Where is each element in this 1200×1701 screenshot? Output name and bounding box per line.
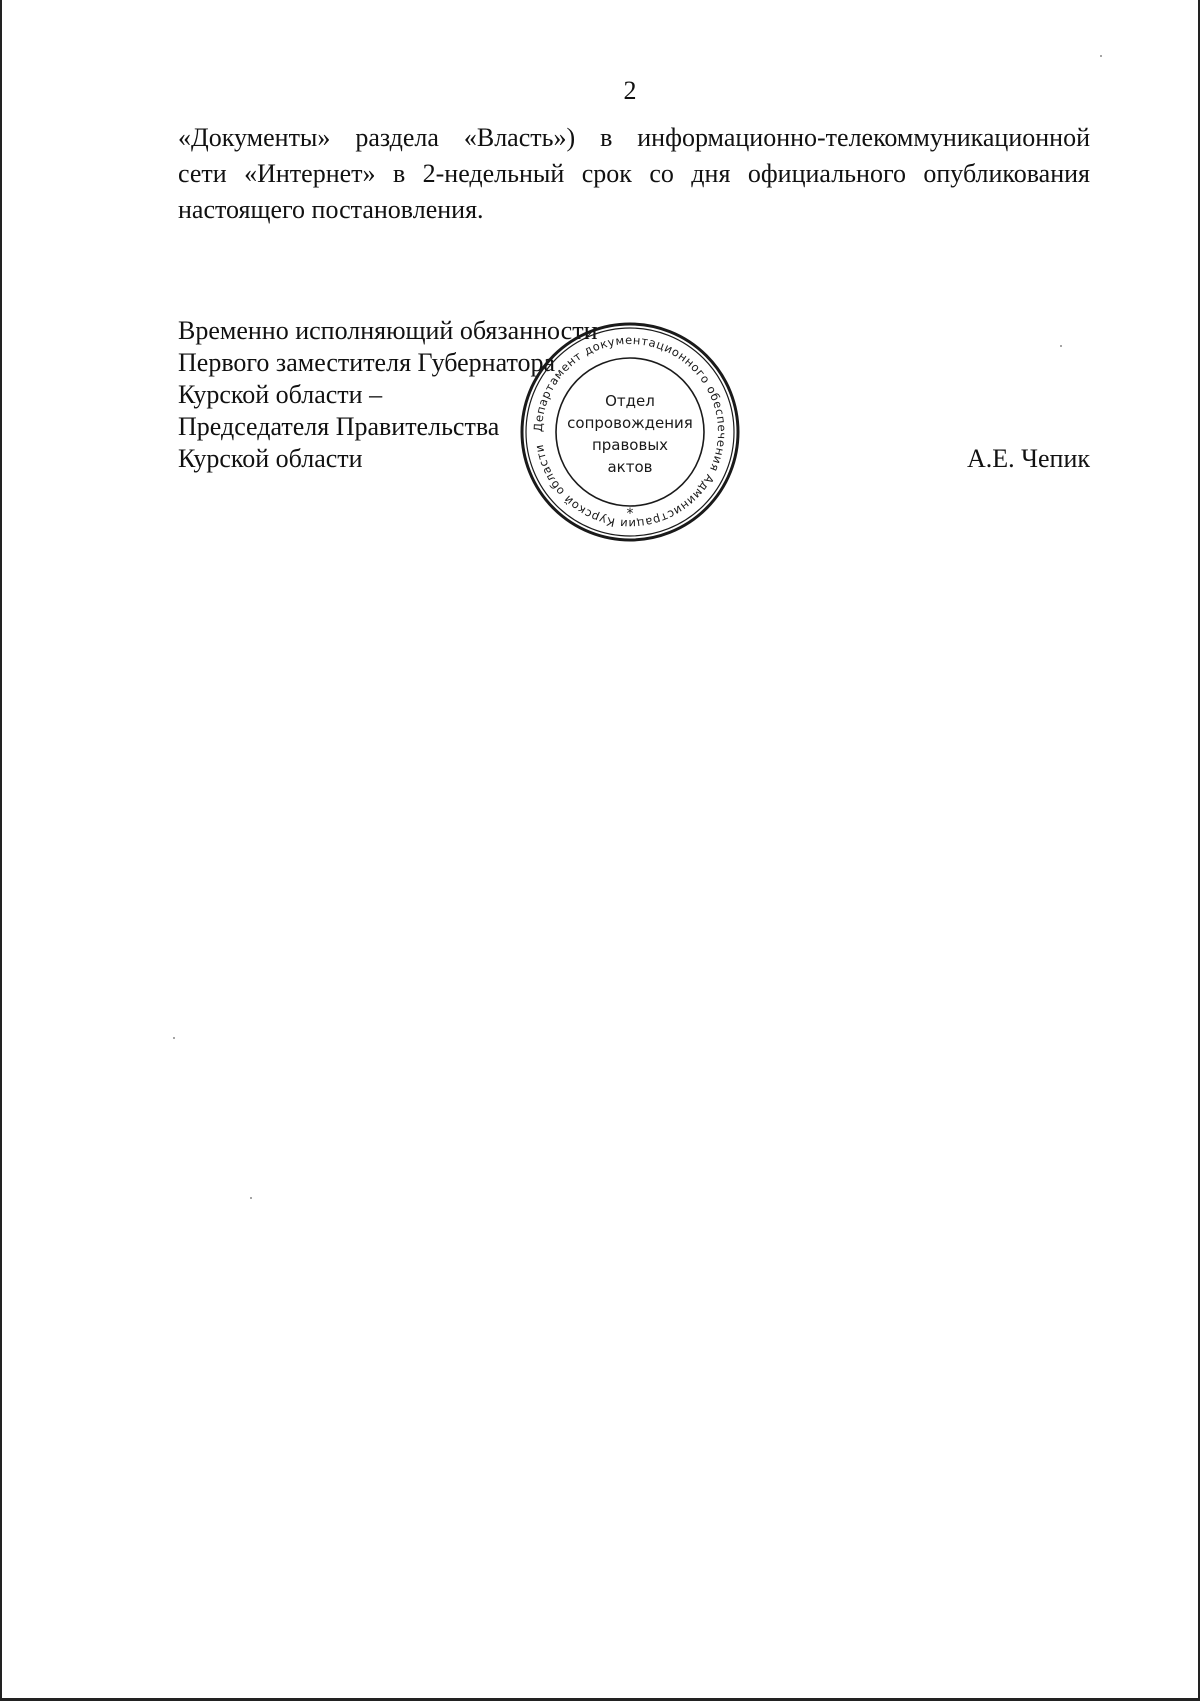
signatory-position-line: Курской области – bbox=[178, 380, 383, 409]
scan-speck bbox=[1060, 345, 1062, 347]
signatory-position-line: Курской области bbox=[178, 444, 363, 473]
stamp-center-line: сопровождения bbox=[567, 414, 693, 432]
signatory-position-line: Председателя Правительства bbox=[178, 412, 500, 441]
body-line: сети «Интернет» в 2-недельный срок со дня официального опубликования bbox=[178, 159, 1090, 188]
page-number: 2 bbox=[623, 76, 637, 105]
stamp-center-line: актов bbox=[607, 458, 653, 476]
scan-speck bbox=[250, 1197, 252, 1199]
scan-speck bbox=[173, 1037, 175, 1039]
stamp-center-line: Отдел bbox=[605, 392, 655, 410]
scan-speck bbox=[1100, 55, 1102, 57]
scan-edge-left bbox=[0, 0, 2, 1701]
body-line: «Документы» раздела «Власть») в информационно-телекоммуникационной bbox=[178, 123, 1090, 152]
body-paragraph bbox=[178, 120, 1090, 228]
signatory-name: А.Е. Чепик bbox=[966, 444, 1090, 473]
stamp-center-text bbox=[516, 318, 744, 546]
signatory-position-line: Временно исполняющий обязанности bbox=[178, 316, 598, 345]
body-line: настоящего постановления. bbox=[178, 195, 484, 224]
stamp-star-mark: * bbox=[626, 506, 634, 522]
stamp-ring-text: Департамент документационного обеспечения Администрации Курской области bbox=[530, 332, 730, 532]
signatory-position-line: Первого заместителя Губернатора bbox=[178, 348, 555, 377]
stamp-center-line: правовых bbox=[591, 436, 669, 454]
official-stamp bbox=[516, 318, 744, 546]
